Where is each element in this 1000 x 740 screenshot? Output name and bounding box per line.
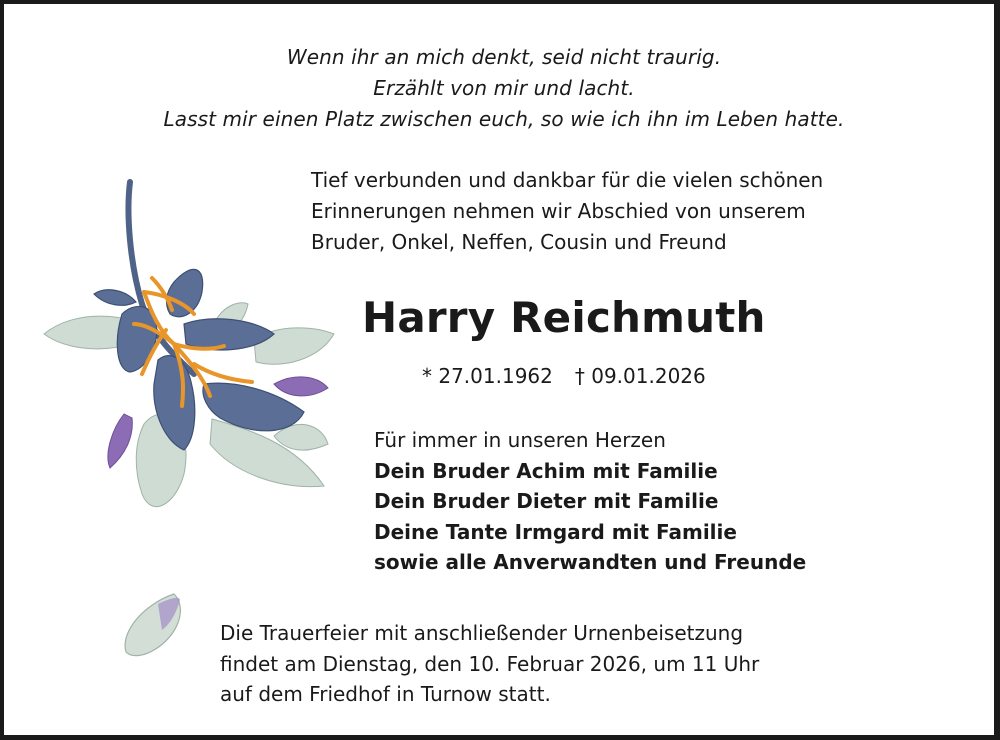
funeral-line: auf dem Friedhof in Turnow statt. (220, 682, 551, 706)
mourners-heading: Für immer in unseren Herzen (374, 428, 666, 452)
lily-flower-icon (34, 174, 344, 524)
poem (4, 42, 1000, 135)
intro-text (311, 165, 823, 258)
deceased-name: Harry Reichmuth (362, 293, 766, 342)
mourner-line: sowie alle Anverwandten und Freunde (374, 550, 807, 574)
poem-line: Erzählt von mir und lacht. (373, 76, 635, 100)
intro-line: Tief verbunden und dankbar für die vielen schönen (311, 168, 824, 192)
funeral-info (220, 618, 759, 710)
mourner-line: Dein Bruder Achim mit Familie (374, 458, 718, 483)
funeral-line: Die Trauerfeier mit anschließender Urnenbeisetzung (220, 621, 744, 645)
intro-line: Erinnerungen nehmen wir Abschied von unserem (311, 199, 806, 223)
poem-line: Wenn ihr an mich denkt, seid nicht traurig. (286, 45, 722, 69)
mourner-line: Deine Tante Irmgard mit Familie (374, 519, 737, 544)
funeral-line: findet am Dienstag, den 10. Februar 2026, um 11 Uhr (220, 651, 760, 676)
birth-date: * 27.01.1962 (422, 364, 553, 388)
mourners-list (374, 425, 806, 578)
life-dates (422, 361, 706, 391)
intro-line: Bruder, Onkel, Neffen, Cousin und Freund (311, 230, 727, 254)
death-date: † 09.01.2026 (574, 364, 706, 388)
mourner-line: Dein Bruder Dieter mit Familie (374, 489, 719, 513)
fallen-petal-icon (114, 584, 194, 664)
poem-line: Lasst mir einen Platz zwischen euch, so wie ich ihn im Leben hatte. (163, 107, 845, 131)
